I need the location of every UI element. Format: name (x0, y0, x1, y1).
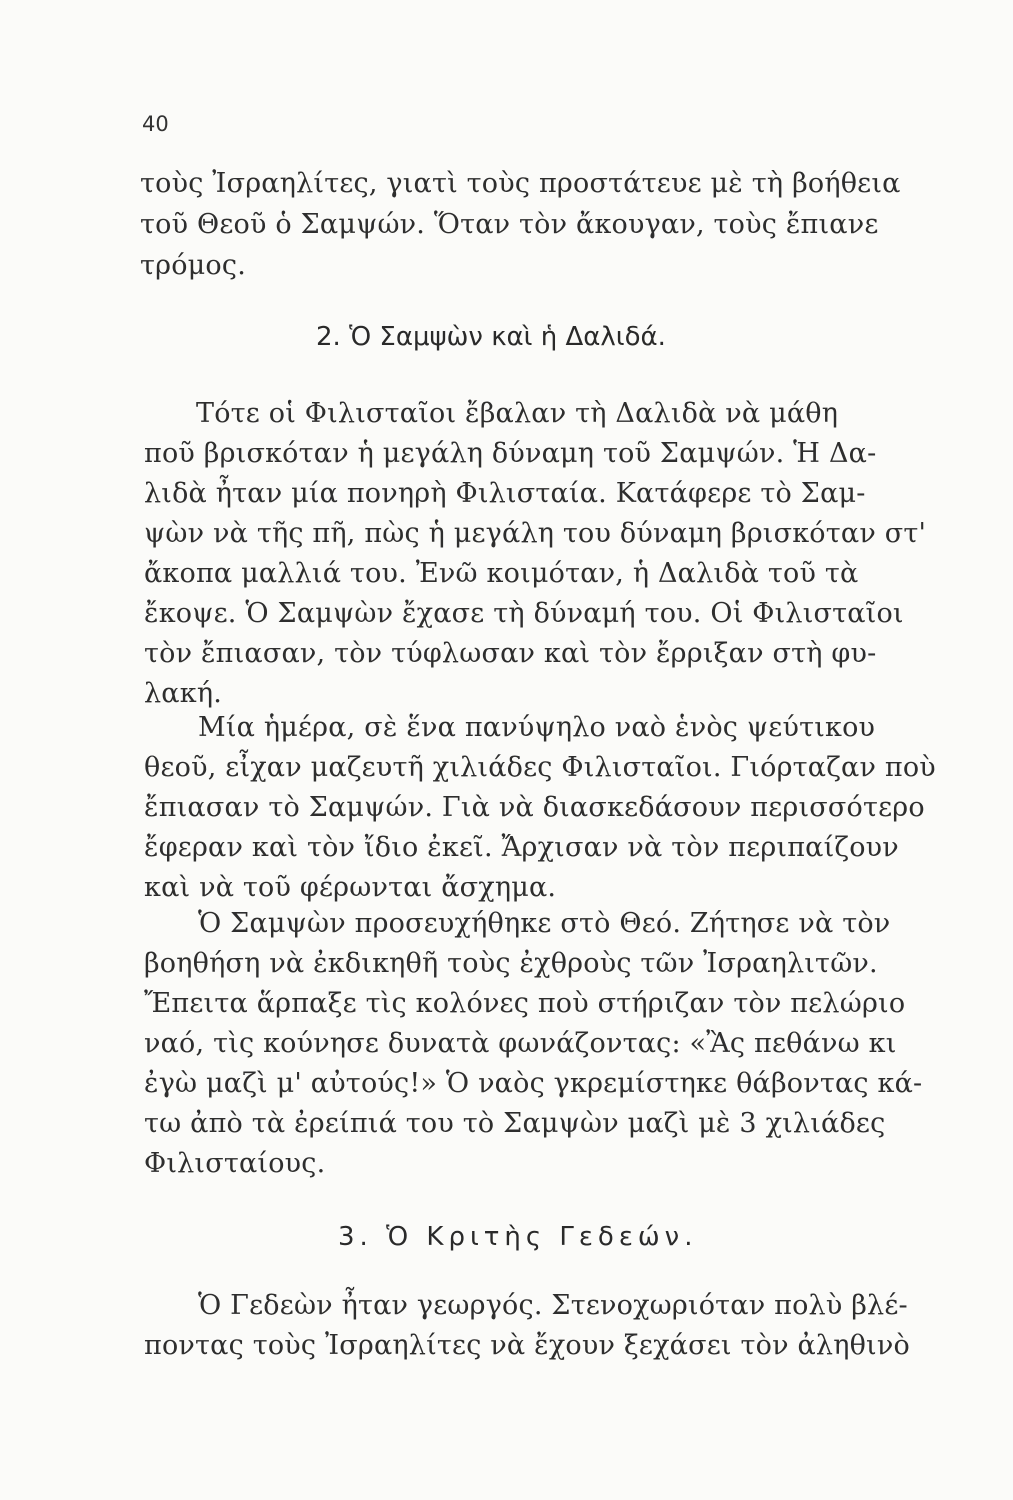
section-heading: 3. Ὁ Κριτὴς Γεδεών. (338, 1222, 698, 1252)
text-line: Ὁ Σαμψὼν προσευχήθηκε στὸ Θεό. Ζήτησε νὰ τὸν (198, 908, 891, 939)
text-line: ἔπιασαν τὸ Σαμψών. Γιὰ νὰ διασκεδάσουν περισσότερο (144, 792, 925, 823)
text-line: ἔκοψε. Ὁ Σαμψὼν ἔχασε τὴ δύναμή του. Οἱ Φιλισταῖοι (144, 598, 904, 629)
section-heading: 2. Ὁ Σαμψὼν καὶ ἡ Δαλιδά. (316, 322, 666, 352)
text-line: βοηθήση νὰ ἐκδικηθῆ τοὺς ἐχθροὺς τῶν Ἰσραηλιτῶν. (144, 948, 878, 979)
text-line: ἐγὼ μαζὶ μ' αὐτούς!» Ὁ ναὸς γκρεμίστηκε θάβοντας κά- (144, 1068, 923, 1099)
text-line: λακή. (144, 678, 222, 709)
text-line: ἔφεραν καὶ τὸν ἴδιο ἐκεῖ. Ἄρχισαν νὰ τὸν περιπαίζουν (144, 832, 899, 863)
text-line: ποῦ βρισκόταν ἡ μεγάλη δύναμη τοῦ Σαμψών. Ἡ Δα- (144, 438, 877, 469)
text-line: Τότε οἱ Φιλισταῖοι ἔβαλαν τὴ Δαλιδὰ νὰ μάθη (196, 398, 839, 429)
text-line: τὸν ἔπιασαν, τὸν τύφλωσαν καὶ τὸν ἔρριξαν στὴ φυ- (144, 638, 877, 669)
text-line: τοῦ Θεοῦ ὁ Σαμψών. Ὅταν τὸν ἄκουγαν, τοὺς ἔπιανε (140, 209, 879, 240)
text-line: Ὁ Γεδεὼν ἦταν γεωργός. Στενοχωριόταν πολὺ βλέ- (198, 1290, 908, 1321)
text-line: τω ἀπὸ τὰ ἐρείπιά του τὸ Σαμψὼν μαζὶ μὲ 3 χιλιάδες (144, 1108, 886, 1139)
text-line: τοὺς Ἰσραηλίτες, γιατὶ τοὺς προστάτευε μὲ τὴ βοήθεια (140, 168, 901, 199)
page-number: 40 (142, 112, 169, 136)
text-line: ἄκοπα μαλλιά του. Ἐνῶ κοιμόταν, ἡ Δαλιδὰ τοῦ τὰ (144, 558, 859, 589)
text-line: Μία ἡμέρα, σὲ ἕνα πανύψηλο ναὸ ἑνὸς ψεύτικου (198, 712, 876, 743)
text-line: Φιλισταίους. (144, 1148, 326, 1179)
text-line: Ἔπειτα ἅρπαξε τὶς κολόνες ποὺ στήριζαν τὸν πελώριο (144, 988, 906, 1019)
text-line: ναό, τὶς κούνησε δυνατὰ φωνάζοντας: «Ἂς πεθάνω κι (144, 1028, 897, 1059)
text-line: καὶ νὰ τοῦ φέρωνται ἄσχημα. (144, 872, 557, 903)
text-line: θεοῦ, εἶχαν μαζευτῆ χιλιάδες Φιλισταῖοι. Γιόρταζαν ποὺ (144, 752, 936, 783)
text-line: λιδὰ ἦταν μία πονηρὴ Φιλισταία. Κατάφερε τὸ Σαμ- (144, 478, 866, 509)
text-line: ποντας τοὺς Ἰσραηλίτες νὰ ἔχουν ξεχάσει τὸν ἀληθινὸ (144, 1330, 910, 1361)
text-line: ψὼν νὰ τῆς πῆ, πὼς ἡ μεγάλη του δύναμη βρισκόταν στ' (144, 518, 927, 549)
text-line: τρόμος. (140, 250, 246, 281)
